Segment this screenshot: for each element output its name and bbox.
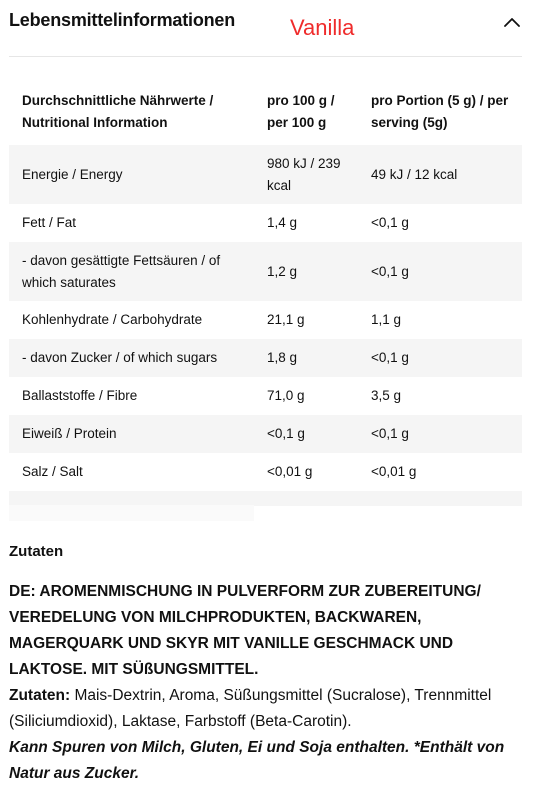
product-description: DE: AROMENMISCHUNG IN PULVERFORM ZUR ZUBEREITUNG/ VEREDELUNG VON MILCHPRODUKTEN, BACKWAREN, MAGERQUARK UND SKYR MIT VANILLE GESCHMACK UND LAKTOSE. MIT SÜßUNGSMITTEL. [9, 583, 481, 678]
section-title: Lebensmittelinformationen [9, 10, 236, 30]
value-per-100g: 1,4 g [254, 204, 358, 242]
value-per-serving: 1,1 g [358, 301, 522, 339]
table-row [9, 242, 522, 301]
ingredients-label: Zutaten: [9, 687, 71, 704]
value-per-100g: 21,1 g [254, 301, 358, 339]
table-row [9, 145, 522, 204]
table-row [9, 453, 522, 491]
column-header-per-100g: pro 100 g / per 100 g [267, 93, 335, 130]
value-per-serving: 3,5 g [358, 377, 522, 415]
value-per-100g: 1,2 g [254, 242, 358, 301]
chevron-up-icon[interactable] [502, 12, 522, 32]
scroll-track [9, 505, 254, 521]
value-per-serving: <0,01 g [358, 453, 522, 491]
value-per-100g: 1,8 g [254, 339, 358, 377]
value-per-serving: <0,1 g [358, 339, 522, 377]
nutrient-name: Eiweiß / Protein [9, 415, 254, 453]
table-row [9, 415, 522, 453]
ingredients-list: Mais-Dextrin, Aroma, Süßungsmittel (Sucralose), Trennmittel (Siliciumdioxid), Laktase, Farbstoff (Beta-Carotin). [9, 687, 492, 730]
table-row [9, 204, 522, 242]
value-per-100g: <0,1 g [254, 415, 358, 453]
ingredients-heading: Zutaten [9, 543, 64, 560]
value-per-serving: <0,1 g [358, 242, 522, 301]
table-row [9, 301, 522, 339]
table-spacer-row [9, 491, 522, 506]
value-per-100g: 71,0 g [254, 377, 358, 415]
value-per-100g: 980 kJ / 239 kcal [254, 145, 358, 204]
nutrient-name: - davon Zucker / of which sugars [9, 339, 254, 377]
nutrient-name: - davon gesättigte Fettsäuren / of which saturates [9, 242, 254, 301]
nutrient-name: Kohlenhydrate / Carbohydrate [9, 301, 254, 339]
table-row [9, 377, 522, 415]
allergen-note: Kann Spuren von Milch, Gluten, Ei und Soja enthalten. *Enthält von Natur aus Zucker. [9, 739, 505, 782]
table-header-row [9, 81, 522, 145]
value-per-100g: <0,01 g [254, 453, 358, 491]
value-per-serving: 49 kJ / 12 kcal [358, 145, 522, 204]
value-per-serving: <0,1 g [358, 204, 522, 242]
nutrient-name: Energie / Energy [9, 145, 254, 204]
ingredients-text [9, 579, 534, 787]
nutrition-table [9, 81, 522, 506]
accordion-header[interactable] [9, 0, 522, 57]
column-header-per-serving: pro Portion (5 g) / per serving (5g) [371, 93, 509, 130]
column-header-nutrient: Durchschnittliche Nährwerte / Nutritional Information [22, 93, 214, 130]
value-per-serving: <0,1 g [358, 415, 522, 453]
variant-label: Vanilla [290, 15, 355, 40]
nutrient-name: Fett / Fat [9, 204, 254, 242]
nutrient-name: Salz / Salt [9, 453, 254, 491]
nutrient-name: Ballaststoffe / Fibre [9, 377, 254, 415]
table-row [9, 339, 522, 377]
